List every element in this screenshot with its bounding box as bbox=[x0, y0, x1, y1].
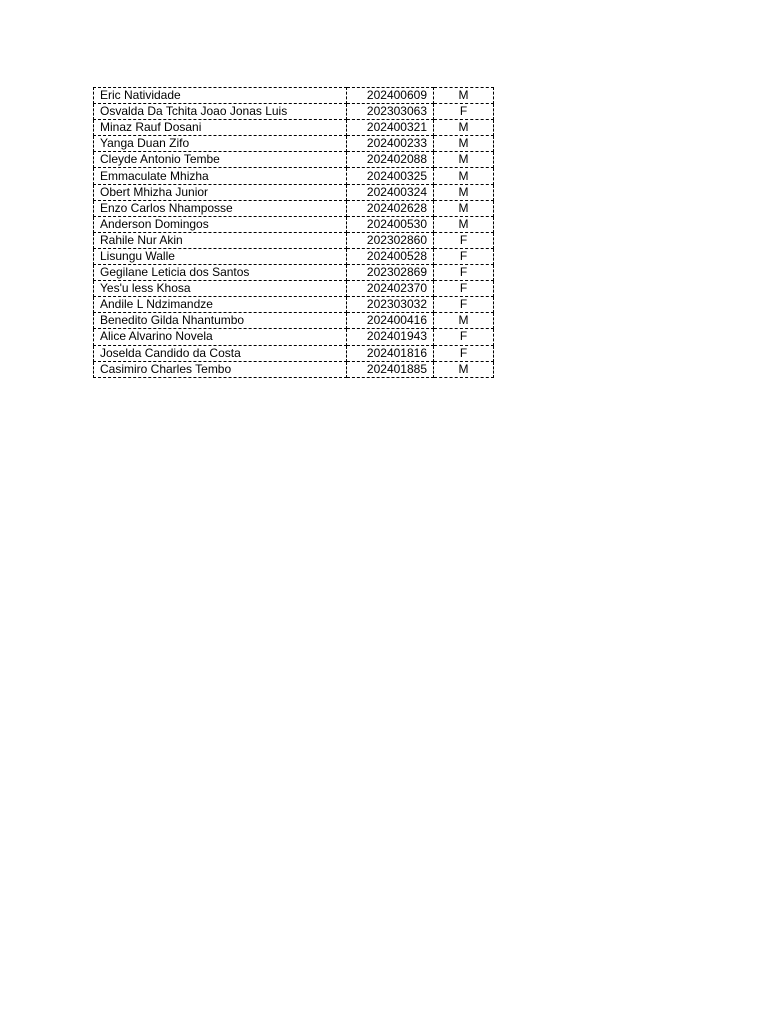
student-id-cell: 202401943 bbox=[347, 329, 434, 345]
student-name-cell: Eric Natividade bbox=[94, 88, 347, 104]
table-row bbox=[94, 361, 494, 377]
student-name-cell: Enzo Carlos Nhamposse bbox=[94, 200, 347, 216]
student-id-cell: 202402628 bbox=[347, 200, 434, 216]
table-row bbox=[94, 313, 494, 329]
student-id-cell: 202400530 bbox=[347, 216, 434, 232]
student-sex-cell: F bbox=[434, 232, 494, 248]
table-row bbox=[94, 184, 494, 200]
student-name-cell: Gegilane Leticia dos Santos bbox=[94, 265, 347, 281]
student-id-cell: 202400233 bbox=[347, 136, 434, 152]
student-name-cell: Anderson Domingos bbox=[94, 216, 347, 232]
student-name-cell: Joselda Candido da Costa bbox=[94, 345, 347, 361]
student-name-cell: Rahile Nur Akin bbox=[94, 232, 347, 248]
student-name-cell: Yanga Duan Zifo bbox=[94, 136, 347, 152]
table-row bbox=[94, 168, 494, 184]
student-id-cell: 202400321 bbox=[347, 120, 434, 136]
table-row bbox=[94, 200, 494, 216]
student-sex-cell: M bbox=[434, 136, 494, 152]
table-row bbox=[94, 120, 494, 136]
student-name-cell: Obert Mhizha Junior bbox=[94, 184, 347, 200]
table-row bbox=[94, 104, 494, 120]
student-sex-cell: M bbox=[434, 168, 494, 184]
student-name-cell: Alice Alvarino Novela bbox=[94, 329, 347, 345]
student-id-cell: 202400528 bbox=[347, 248, 434, 264]
student-id-cell: 202302869 bbox=[347, 265, 434, 281]
student-name-cell: Yes'u less Khosa bbox=[94, 281, 347, 297]
student-id-cell: 202400416 bbox=[347, 313, 434, 329]
student-name-cell: Cleyde Antonio Tembe bbox=[94, 152, 347, 168]
table-row bbox=[94, 281, 494, 297]
student-sex-cell: F bbox=[434, 345, 494, 361]
table-row bbox=[94, 88, 494, 104]
student-id-cell: 202400325 bbox=[347, 168, 434, 184]
student-sex-cell: M bbox=[434, 88, 494, 104]
student-id-cell: 202401885 bbox=[347, 361, 434, 377]
student-name-cell: Minaz Rauf Dosani bbox=[94, 120, 347, 136]
table-row bbox=[94, 329, 494, 345]
student-sex-cell: F bbox=[434, 281, 494, 297]
student-list-body bbox=[94, 88, 494, 378]
table-row bbox=[94, 232, 494, 248]
student-sex-cell: M bbox=[434, 361, 494, 377]
student-id-cell: 202302860 bbox=[347, 232, 434, 248]
student-sex-cell: M bbox=[434, 216, 494, 232]
student-sex-cell: M bbox=[434, 152, 494, 168]
student-list-table bbox=[93, 87, 494, 378]
student-sex-cell: F bbox=[434, 265, 494, 281]
student-sex-cell: F bbox=[434, 329, 494, 345]
student-id-cell: 202402088 bbox=[347, 152, 434, 168]
table-row bbox=[94, 248, 494, 264]
student-id-cell: 202400324 bbox=[347, 184, 434, 200]
student-id-cell: 202402370 bbox=[347, 281, 434, 297]
student-name-cell: Benedito Gilda Nhantumbo bbox=[94, 313, 347, 329]
table-row bbox=[94, 265, 494, 281]
table-row bbox=[94, 152, 494, 168]
student-sex-cell: F bbox=[434, 248, 494, 264]
student-sex-cell: M bbox=[434, 200, 494, 216]
table-row bbox=[94, 297, 494, 313]
table-row bbox=[94, 136, 494, 152]
student-id-cell: 202400609 bbox=[347, 88, 434, 104]
student-name-cell: Osvalda Da Tchita Joao Jonas Luis bbox=[94, 104, 347, 120]
student-name-cell: Lisungu Walle bbox=[94, 248, 347, 264]
student-id-cell: 202303063 bbox=[347, 104, 434, 120]
student-name-cell: Casimiro Charles Tembo bbox=[94, 361, 347, 377]
student-sex-cell: M bbox=[434, 184, 494, 200]
table-row bbox=[94, 345, 494, 361]
table-row bbox=[94, 216, 494, 232]
student-sex-cell: M bbox=[434, 120, 494, 136]
student-sex-cell: M bbox=[434, 313, 494, 329]
student-name-cell: Emmaculate Mhizha bbox=[94, 168, 347, 184]
student-name-cell: Andile L Ndzimandze bbox=[94, 297, 347, 313]
student-id-cell: 202401816 bbox=[347, 345, 434, 361]
student-sex-cell: F bbox=[434, 297, 494, 313]
student-id-cell: 202303032 bbox=[347, 297, 434, 313]
student-sex-cell: F bbox=[434, 104, 494, 120]
